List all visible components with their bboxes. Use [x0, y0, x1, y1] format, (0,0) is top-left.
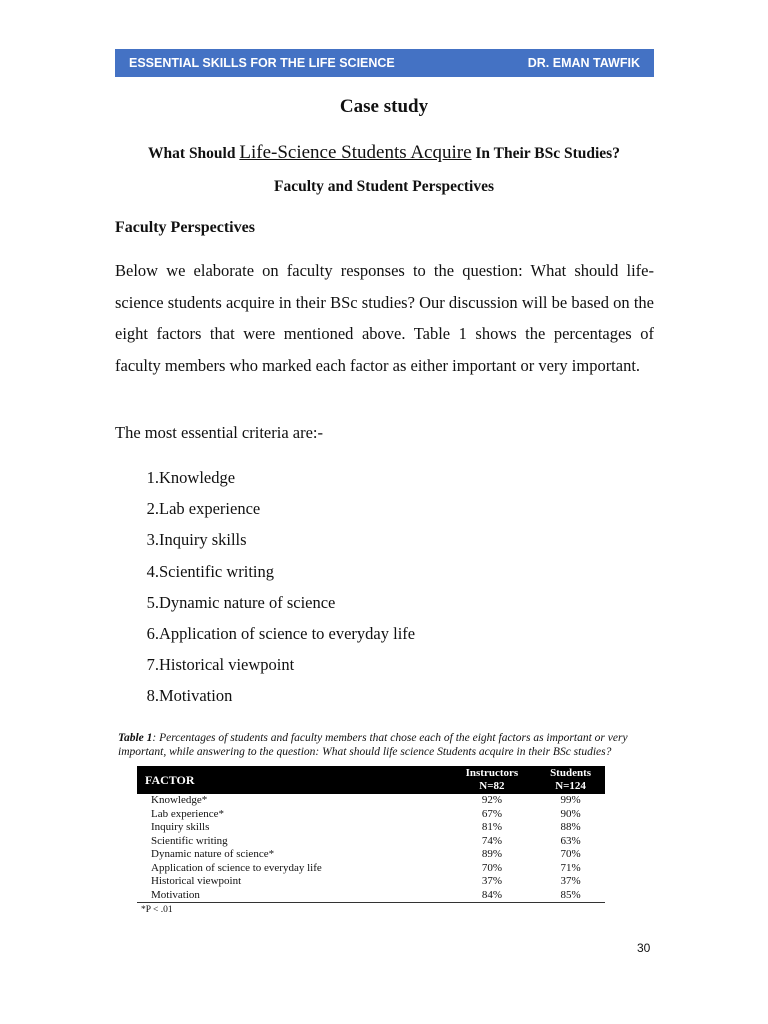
table-caption — [118, 731, 663, 759]
list-item: 2. Lab experience — [146, 499, 261, 519]
table-footnote: *P < .01 — [141, 905, 173, 915]
header-factor: FACTOR — [145, 772, 195, 787]
list-item: 8. Motivation — [146, 686, 233, 706]
list-item: 3. Inquiry skills — [146, 530, 247, 550]
sub-title: Faculty and Student Perspectives — [273, 178, 494, 195]
case-study-title: Case study — [339, 96, 429, 117]
table-header-row — [137, 766, 605, 794]
table-row: Lab experience* 67% 90% — [151, 807, 581, 820]
table-row: Scientific writing 74% 63% — [151, 834, 581, 847]
list-item: 5. Dynamic nature of science — [146, 592, 336, 612]
header-book-title: ESSENTIAL SKILLS FOR THE LIFE SCIENCE — [129, 56, 395, 70]
list-item: 7. Historical viewpoint — [146, 655, 295, 675]
table-row: Application of science to everyday life 70% 71% — [151, 861, 581, 874]
criteria-intro: The most essential criteria are:- — [115, 423, 323, 442]
header-students: Students N=124 — [550, 767, 592, 792]
running-header — [115, 49, 654, 77]
header-author: DR. EMAN TAWFIK — [527, 56, 640, 70]
page-number: 30 — [637, 941, 651, 955]
list-item: 4. Scientific writing — [146, 561, 275, 581]
list-item: 6. Application of science to everyday life — [146, 623, 416, 643]
list-item: 1. Knowledge — [146, 468, 236, 487]
table-caption-text: : Percentages of students and faculty members that chose each of the eight factors as important or very important, while answering to the question: What should life science Students acquire in their BSc studies? — [118, 732, 628, 758]
main-title-prefix: What Should — [148, 145, 240, 162]
main-title — [0, 142, 768, 164]
section-heading: Faculty Perspectives — [115, 219, 255, 236]
main-title-highlight: Life-Science Students Acquire — [239, 142, 472, 163]
header-instructors: Instructors N=82 — [465, 767, 519, 792]
main-title-suffix: In Their BSc Studies? — [471, 145, 620, 162]
body-paragraph: Below we elaborate on faculty responses to the question: What should life-science students acquire in their BSc studies? Our discussion will be based on the eight factors that were mentioned above. Table 1 shows the percentages of faculty members who marked each factor as either important or very important. — [115, 261, 654, 375]
table-row: Dynamic nature of science* 89% 70% — [151, 848, 581, 860]
table-row: Historical viewpoint 37% 37% — [151, 875, 581, 887]
factors-table — [137, 766, 605, 903]
criteria-list — [115, 462, 415, 712]
table-row: Inquiry skills 81% 88% — [151, 821, 581, 833]
table-row: Motivation 84% 85% — [137, 889, 605, 903]
table-caption-label: Table 1 — [118, 732, 153, 744]
table-row: Knowledge* 92% 99% — [151, 794, 581, 806]
